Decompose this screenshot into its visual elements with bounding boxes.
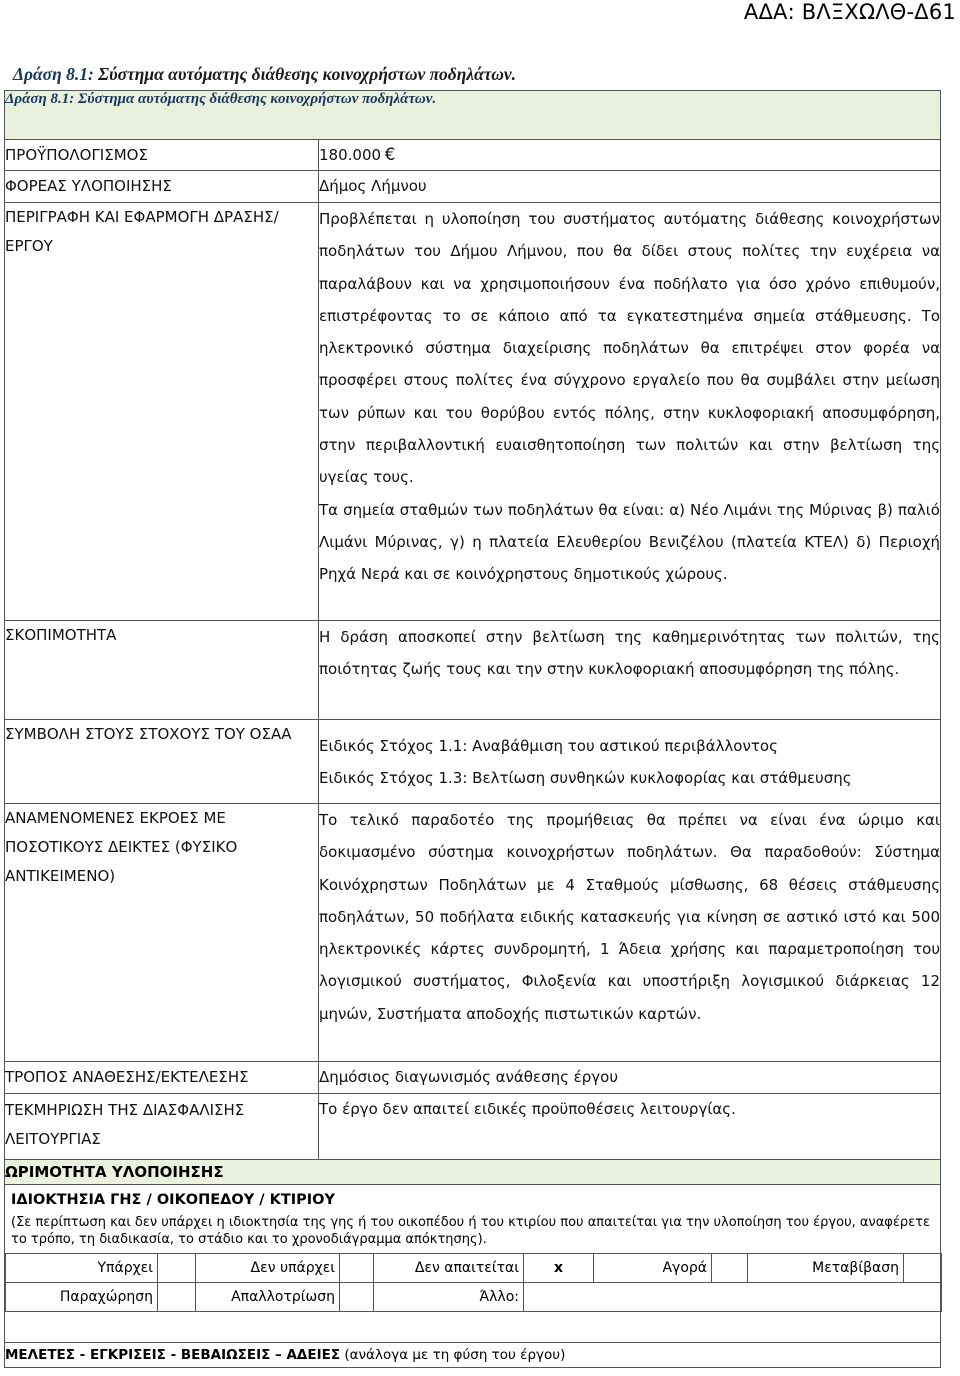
option-purchase: Αγορά <box>594 1254 712 1283</box>
description-paragraph-2: Τα σημεία σταθμών των ποδηλάτων θα είναι: α) Νέο Λιμάνι της Μύρινας β) παλιό Λιμάνι Μύρινας, γ) η πλατεία Ελευθερίου Βενιζέλου (πλατεία ΚΤΕΛ) δ) Περιοχή Ρηχά Νερά και σε κοινόχρηστους δημοτικούς χώρους. <box>319 500 940 584</box>
studies-label: ΜΕΛΕΤΕΣ - ΕΓΚΡΙΣΕΙΣ - ΒΕΒΑΙΩΣΕΙΣ – ΑΔΕΙΕΣ <box>5 1347 341 1363</box>
euro-icon: € <box>384 145 396 165</box>
contribution-value <box>319 720 941 804</box>
action-sheet-table <box>4 90 941 1368</box>
specific-goal-2: Ειδικός Στόχος 1.3: Βελτίωση συνθηκών κυκλοφορίας και στάθμευσης <box>319 769 852 788</box>
action-heading-prefix: Δράση 8.1: <box>13 64 94 84</box>
option-not-required-box[interactable]: x <box>524 1254 594 1283</box>
ownership-note: (Σε περίπτωση και δεν υπάρχει η ιδιοκτησία της γης ή του οικοπέδου ή του κτιρίου που απαιτείται για την υλοποίηση του έργου, αναφέρετε το τρόπο, τη διαδικασία, το στάδιο και το χρονοδιάγραμμα απόκτησης). <box>11 1215 930 1247</box>
ownership-label: ΙΔΙΟΚΤΗΣΙΑ ΓΗΣ / ΟΙΚΟΠΕΔΟΥ / ΚΤΙΡΙΟΥ <box>11 1192 335 1208</box>
description-paragraph-1: Προβλέπεται η υλοποίηση του συστήματος αυτόματης διάθεσης κοινοχρήστων ποδηλάτων του Δήμου Λήμνου, που θα δίδει στους πολίτες την ευχέρεια να παραλάβουν και να χρησιμοποιήσουν ένα ποδήλατο για όσο χρόνο επιθυμούν, επιστρέφοντας το σε κάποιο από τα εγκατεστημένα σημεία στάθμευσης. Το ηλεκτρονικό σύστημα διαχείρισης ποδηλάτων θα επιτρέψει στον φορέα να προσφέρει στους πολίτες ένα σύγχρονο εργαλείο που θα συμβάλει στην μείωση των ρύπων και του θορύβου εντός πόλης, στην κυκλοφοριακή αποσυμφόρηση, στην περιβαλλοντική ευαισθητοποίηση των πολιτών και στην βελτίωση της υγείας τους. <box>319 210 940 487</box>
ownership-section <box>5 1185 941 1343</box>
description-value <box>319 203 941 621</box>
agency-label: ΦΟΡΕΑΣ ΥΛΟΠΟΙΗΣΗΣ <box>5 171 319 203</box>
outputs-value: Το τελικό παραδοτέο της προμήθειας θα πρέπει να είναι ένα ώριμο και δοκιμασμένο σύστημα κοινοχρήστων ποδηλάτων. Θα παραδοθούν: Σύστημα Κοινόχρηστων Ποδηλάτων με 4 Σταθμούς μίσθωσης, 68 θέσεις στάθμευσης ποδηλάτων, 50 ποδήλατα ειδικής κατασκευής για κίνηση σε αστικό ιστό και 500 ηλεκτρονικές κάρτες συνδρομητή, 1 Άδεια χρήσης και παραμετροποίηση του λογισμικού συστήματος, Φιλοξενία και υποστήριξη λογισμικού διάρκειας 12 μηνών, Συστήματα αποδοχής πιστωτικών καρτών. <box>319 804 941 1062</box>
option-transfer-box[interactable] <box>904 1254 942 1283</box>
option-concession: Παραχώρηση <box>6 1283 158 1312</box>
option-other: Άλλο: <box>374 1283 524 1312</box>
purpose-label: ΣΚΟΠΙΜΟΤΗΤΑ <box>5 621 319 720</box>
ownership-blank-row <box>5 1312 940 1342</box>
maturity-label: ΩΡΙΜΟΤΗΤΑ ΥΛΟΠΟΙΗΣΗΣ <box>5 1160 941 1185</box>
award-label: ΤΡΟΠΟΣ ΑΝΑΘΕΣΗΣ/ΕΚΤΕΛΕΣΗΣ <box>5 1062 319 1094</box>
operation-value: Το έργο δεν απαιτεί ειδικές προϋποθέσεις λειτουργίας. <box>319 1094 941 1160</box>
action-heading-title: Σύστημα αυτόματης διάθεσης κοινοχρήστων ποδηλάτων. <box>93 64 517 84</box>
agency-value: Δήμος Λήμνου <box>319 171 941 203</box>
option-expropriation: Απαλλοτρίωση <box>196 1283 340 1312</box>
option-not-required: Δεν απαιτείται <box>374 1254 524 1283</box>
description-label: ΠΕΡΙΓΡΑΦΗ ΚΑΙ ΕΦΑΡΜΟΓΗ ΔΡΑΣΗΣ/ΕΡΓΟΥ <box>5 203 319 621</box>
budget-value-cell <box>319 140 941 171</box>
option-transfer: Μεταβίβαση <box>748 1254 904 1283</box>
option-concession-box[interactable] <box>158 1283 196 1312</box>
option-exists: Υπάρχει <box>6 1254 158 1283</box>
option-purchase-box[interactable] <box>712 1254 748 1283</box>
ownership-options-table <box>5 1253 942 1312</box>
outputs-label: ΑΝΑΜΕΝΟΜΕΝΕΣ ΕΚΡΟΕΣ ΜΕ ΠΟΣΟΤΙΚΟΥΣ ΔΕΙΚΤΕΣ (ΦΥΣΙΚΟ ΑΝΤΙΚΕΙΜΕΝΟ) <box>5 804 319 1062</box>
option-not-exists-box[interactable] <box>340 1254 374 1283</box>
option-expropriation-box[interactable] <box>340 1283 374 1312</box>
option-other-field[interactable] <box>524 1283 942 1312</box>
budget-label: ΠΡΟΫΠΟΛΟΓΙΣΜΟΣ <box>5 140 319 171</box>
contribution-label: ΣΥΜΒΟΛΗ ΣΤΟΥΣ ΣΤΟΧΟΥΣ ΤΟΥ ΟΣΑΑ <box>5 720 319 804</box>
award-value: Δημόσιος διαγωνισμός ανάθεσης έργου <box>319 1062 941 1094</box>
option-exists-box[interactable] <box>158 1254 196 1283</box>
option-not-exists: Δεν υπάρχει <box>196 1254 340 1283</box>
operation-label: ΤΕΚΜΗΡΙΩΣΗ ΤΗΣ ΔΙΑΣΦΑΛΙΣΗΣ ΛΕΙΤΟΥΡΓΙΑΣ <box>5 1094 319 1160</box>
studies-note: (ανάλογα με τη φύση του έργου) <box>340 1347 566 1363</box>
table-title: Δράση 8.1: Σύστημα αυτόματης διάθεσης κοινοχρήστων ποδηλάτων. <box>5 91 941 140</box>
ada-code: ΑΔΑ: ΒΛΞΧΩΛΘ-Δ61 <box>743 0 956 24</box>
action-heading <box>13 64 516 85</box>
budget-value: 180.000 <box>319 146 382 164</box>
studies-row <box>5 1343 941 1368</box>
specific-goal-1: Ειδικός Στόχος 1.1: Αναβάθμιση του αστικού περιβάλλοντος <box>319 737 778 755</box>
purpose-value: Η δράση αποσκοπεί στην βελτίωση της καθημερινότητας των πολιτών, της ποιότητας ζωής τους και την στην κυκλοφοριακή αποσυμφόρηση της πόλης. <box>319 621 941 720</box>
